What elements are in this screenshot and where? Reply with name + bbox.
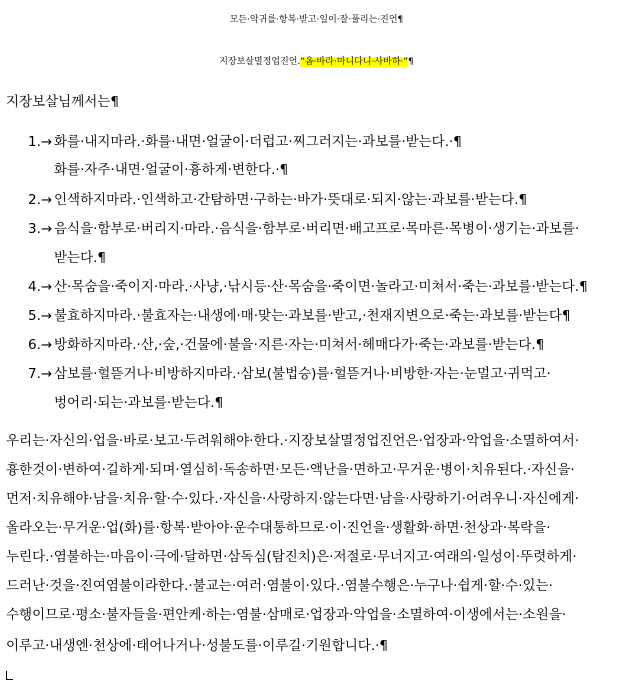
list-item-3-line-2: 받는다.¶ — [54, 250, 107, 266]
mantra-prefix: 지장보살멸정업진언. — [219, 57, 301, 67]
paragraph-line-5: 누린다.·염불하는·마음이·극에·달하면·삼독심(탐진치)은·저절로·무너지고·여래의·일성이·뚜렷하게· — [6, 549, 577, 565]
paragraph-line-7: 수행이므로·평소·불자들을·편안케·하는·염불·삼매로·업장과·악업을·소멸하여·이생에서는·소원을· — [6, 607, 567, 623]
list-item-1-number: 1.→ — [28, 134, 53, 150]
list-item-5-number: 5.→ — [28, 308, 53, 324]
paragraph-line-2: 흉한것이·변하여·길하게·되며·열심히·독송하면·모든·액난을·면하고·무거운·병이·치유된다.·자신을· — [6, 462, 575, 478]
paragraph-line-8: 이루고·내생엔·천상에·태어나거나·성불도를·이루길·기원합니다.·¶ — [6, 638, 388, 654]
list-item-6-number: 6.→ — [28, 337, 53, 353]
mantra-highlight: “옴·바라·마니다니·사바하·“ — [300, 57, 409, 67]
list-item-2-line-1: 인색하지마라.·인색하고·간탐하면·구하는·바가·뜻대로·되지·않는·과보를·받는다.¶ — [54, 192, 528, 208]
list-item-1-line-1: 화를·내지마라.·화를·내면·얼굴이·더럽고·찌그러지는·과보를·받는다.·¶ — [54, 134, 462, 150]
list-item-6-line-1: 방화하지마라.·산,·숲,·건물에·불을·지른·자는·미쳐서·헤매다가·죽는·과보를·받는다.¶ — [54, 337, 545, 353]
paragraph-line-4: 올라오는·무거운·업(화)를·항복·받아야·운수대통하므로·이·진언을·생활화·하면·천상과·복락을· — [6, 520, 551, 536]
mantra-line — [0, 52, 633, 72]
list-item-2-number: 2.→ — [28, 192, 53, 208]
list-item-7-number: 7.→ — [28, 366, 53, 382]
doc-title: 모든·악귀를·항복·받고·일이·잘·풀리는·진언¶ — [229, 15, 404, 25]
intro-line: 지장보살님께서는¶ — [6, 94, 119, 110]
text-cursor-mark — [6, 671, 13, 680]
paragraph-line-6: 드러난·것을·진여염불이라한다.·불교는·여러·염불이·있다.·염불수행은·누구나·쉽게·할·수·있는· — [6, 578, 553, 594]
list-item-4-number: 4.→ — [28, 279, 53, 295]
list-item-3-line-1: 음식을·함부로·버리지·마라.·음식을·함부로·버리면·배고프로·목마른·목병이·생기는·과보를· — [54, 221, 580, 237]
mantra-pilcrow: ¶ — [408, 57, 414, 67]
list-item-1-line-2: 화를·자주·내면·얼굴이·흉하게·변한다.·¶ — [54, 162, 289, 178]
paragraph-line-3: 먼저·치유해야·남을·치유·할·수·있다.·자신을·사랑하지·않는다면·남을·사랑하기·어려우니·자신에게· — [6, 491, 579, 507]
paragraph-line-1: 우리는·자신의·업을·바로·보고·두려워해야·한다.·지장보살멸정업진언은·업장과·악업을·소멸하여서· — [6, 433, 580, 449]
list-item-5-line-1: 불효하지마라.·불효자는·내생에·매·맞는·과보를·받고,·천재지변으로·죽는·과보를·받는다¶ — [54, 308, 571, 324]
list-item-4-line-1: 산·목숨을·죽이지·마라.·사냥,·낚시등·산·목숨을·죽이면·놀라고·미쳐서·죽는·과보를·받는다.¶ — [54, 279, 588, 295]
list-item-7-line-2: 벙어리·되는·과보를·받는다.¶ — [54, 395, 224, 411]
list-item-7-line-1: 삼보를·헐뜯거나·비방하지마라.·삼보(불법승)를·헐뜯거나·비방한·자는·눈멀고·귀먹고· — [54, 366, 551, 382]
list-item-3-number: 3.→ — [28, 221, 53, 237]
